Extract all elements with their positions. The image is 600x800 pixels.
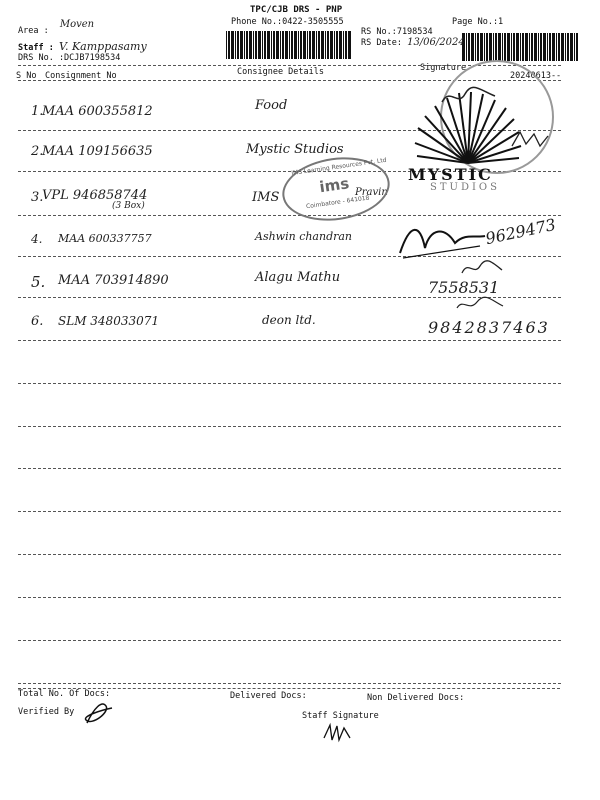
- consignee-name: Ashwin chandran: [255, 230, 353, 243]
- barcode-bar: [525, 33, 528, 61]
- consignment-number: VPL 946858744: [42, 188, 148, 203]
- barcode-bar: [516, 33, 519, 61]
- barcode-bar: [549, 33, 551, 61]
- verified-by-label: Verified By: [18, 707, 75, 717]
- barcode-bar: [543, 33, 546, 61]
- barcode-bar: [489, 33, 492, 61]
- staff-field: [18, 40, 147, 53]
- barcode-bar: [240, 31, 243, 59]
- barcode-bar: [298, 31, 299, 59]
- area-value: Moven: [59, 19, 95, 30]
- barcode-bar: [565, 33, 566, 61]
- barcode-bar: [522, 33, 524, 61]
- barcode-bar: [282, 31, 284, 59]
- barcode-bar: [529, 33, 530, 61]
- document-title: TPC/CJB DRS - PNP: [250, 5, 343, 15]
- barcode-bar: [576, 33, 578, 61]
- staff-signature-mark: [322, 720, 352, 745]
- ims-address: Coimbatore - 641018: [305, 194, 370, 211]
- barcode-bar: [477, 33, 479, 61]
- barcode-bar: [237, 31, 239, 59]
- phone-number: Phone No.:0422-3505555: [231, 17, 344, 27]
- barcode-bar: [330, 31, 333, 59]
- barcode-bar: [495, 33, 497, 61]
- row-number: 2.: [31, 144, 44, 159]
- row-number: 4.: [31, 232, 43, 246]
- signature-scribble: [440, 82, 500, 112]
- barcode-bar: [300, 31, 302, 59]
- barcode-bar: [294, 31, 297, 59]
- row-number: 3.: [31, 190, 44, 205]
- barcode-bar: [466, 33, 467, 61]
- signature-scribble: [460, 258, 505, 278]
- consignee-name: deon ltd.: [262, 313, 316, 327]
- barcode-bar: [570, 33, 573, 61]
- barcode-bar: [334, 31, 335, 59]
- barcode-bar: [511, 33, 512, 61]
- barcode-bar: [280, 31, 281, 59]
- barcode-bar: [552, 33, 555, 61]
- barcode-left: [226, 31, 354, 59]
- signature-scribble: [510, 128, 550, 150]
- total-docs-label: Total No. Of Docs:: [18, 689, 111, 699]
- barcode-bar: [325, 31, 326, 59]
- barcode-bar: [307, 31, 308, 59]
- barcode-bar: [273, 31, 275, 59]
- barcode-bar: [291, 31, 293, 59]
- row-number: 1.: [31, 104, 44, 119]
- row-divider: [18, 340, 561, 341]
- barcode-bar: [468, 33, 470, 61]
- barcode-bar: [244, 31, 245, 59]
- barcode-bar: [289, 31, 290, 59]
- barcode-bar: [267, 31, 270, 59]
- mystic-subtext: STUDIOS: [430, 182, 500, 193]
- barcode-bar: [486, 33, 488, 61]
- verified-signature: [82, 698, 114, 728]
- barcode-bar: [309, 31, 311, 59]
- barcode-bar: [271, 31, 272, 59]
- barcode-bar: [246, 31, 248, 59]
- barcode-bar: [567, 33, 569, 61]
- barcode-bar: [318, 31, 320, 59]
- empty-row-line: [18, 597, 561, 598]
- barcode-bar: [513, 33, 515, 61]
- barcode-bar: [484, 33, 485, 61]
- barcode-bar: [336, 31, 338, 59]
- barcode-bar: [507, 33, 510, 61]
- area-field: [18, 19, 95, 36]
- barcode-bar: [547, 33, 548, 61]
- barcode-bar: [255, 31, 257, 59]
- ims-company-name: IMS Learning Resources Pvt. Ltd: [290, 156, 387, 178]
- barcode-bar: [574, 33, 575, 61]
- receiver-signature: 7558531: [428, 278, 500, 297]
- empty-row-line: [18, 426, 561, 427]
- barcode-bar: [235, 31, 236, 59]
- barcode-bar: [285, 31, 288, 59]
- consignee-name: IMS: [252, 190, 280, 205]
- staff-value: V. Kamppasamy: [58, 40, 147, 53]
- drs-number: DRS No. :DCJB7198534: [18, 53, 121, 63]
- page-number: Page No.:1: [452, 17, 504, 27]
- receiver-signature: Pravin: [355, 187, 388, 198]
- consignment-number: MAA 600355812: [42, 104, 153, 119]
- consignment-number: SLM 348033071: [58, 314, 160, 328]
- empty-row-line: [18, 511, 561, 512]
- receiver-signature: 9842837463: [428, 318, 550, 337]
- consignment-number: MAA 600337757: [58, 232, 152, 245]
- barcode-bar: [345, 31, 347, 59]
- barcode-bar: [556, 33, 557, 61]
- consignment-note: (3 Box): [112, 201, 145, 211]
- barcode-bar: [321, 31, 324, 59]
- barcode-bar: [264, 31, 266, 59]
- barcode-bar: [312, 31, 315, 59]
- signature-scribble: [395, 218, 490, 263]
- consignee-name: Food: [255, 98, 288, 113]
- column-sno: S No: [16, 71, 37, 81]
- barcode-bar: [258, 31, 261, 59]
- barcode-right: [462, 33, 580, 61]
- consignment-number: MAA 703914890: [58, 273, 169, 288]
- ims-logo: ims: [318, 174, 351, 197]
- barcode-bar: [504, 33, 506, 61]
- barcode-bar: [262, 31, 263, 59]
- barcode-bar: [534, 33, 537, 61]
- empty-row-line: [18, 468, 561, 469]
- empty-row-line: [18, 554, 561, 555]
- empty-row-line: [18, 383, 561, 384]
- barcode-bar: [253, 31, 254, 59]
- barcode-bar: [531, 33, 533, 61]
- barcode-bar: [502, 33, 503, 61]
- signature-label: Signature: [420, 63, 467, 73]
- barcode-bar: [538, 33, 539, 61]
- barcode-bar: [561, 33, 564, 61]
- column-consignee: Consignee Details: [237, 67, 324, 77]
- barcode-bar: [343, 31, 344, 59]
- barcode-bar: [471, 33, 474, 61]
- rs-date-value: 13/06/2024: [407, 37, 465, 48]
- non-delivered-docs-label: Non Delivered Docs:: [367, 693, 465, 703]
- barcode-bar: [228, 31, 230, 59]
- staff-signature-label: Staff Signature: [302, 711, 379, 721]
- date-code: 20240613--: [510, 71, 562, 81]
- barcode-bar: [327, 31, 329, 59]
- consignee-name: Mystic Studios: [246, 142, 344, 157]
- empty-row-line: [18, 683, 561, 684]
- barcode-bar: [303, 31, 306, 59]
- barcode-bar: [226, 31, 227, 59]
- column-consignment: Consignment No: [45, 71, 117, 81]
- rs-date: [361, 37, 465, 48]
- empty-row-line: [18, 640, 561, 641]
- barcode-bar: [498, 33, 501, 61]
- barcode-bar: [493, 33, 494, 61]
- mystic-text: MYSTIC: [408, 165, 493, 184]
- barcode-bar: [339, 31, 342, 59]
- signature-scribble: [455, 296, 505, 314]
- barcode-bar: [316, 31, 317, 59]
- row-number: 5.: [31, 273, 46, 291]
- barcode-bar: [475, 33, 476, 61]
- consignee-name: Alagu Mathu: [255, 270, 341, 285]
- barcode-bar: [249, 31, 252, 59]
- receiver-signature: 9629473: [483, 214, 558, 249]
- area-label: Area :: [18, 26, 49, 36]
- rs-number: RS No.:7198534: [361, 27, 433, 37]
- staff-label: Staff :: [18, 43, 54, 53]
- delivered-docs-label: Delivered Docs:: [230, 691, 307, 701]
- rs-date-label: RS Date:: [361, 38, 402, 48]
- consignment-number: MAA 109156635: [42, 144, 153, 159]
- barcode-bar: [540, 33, 542, 61]
- barcode-bar: [480, 33, 483, 61]
- row-number: 6.: [31, 314, 44, 329]
- barcode-bar: [520, 33, 521, 61]
- barcode-bar: [558, 33, 560, 61]
- barcode-bar: [231, 31, 234, 59]
- barcode-bar: [348, 31, 351, 59]
- barcode-bar: [276, 31, 279, 59]
